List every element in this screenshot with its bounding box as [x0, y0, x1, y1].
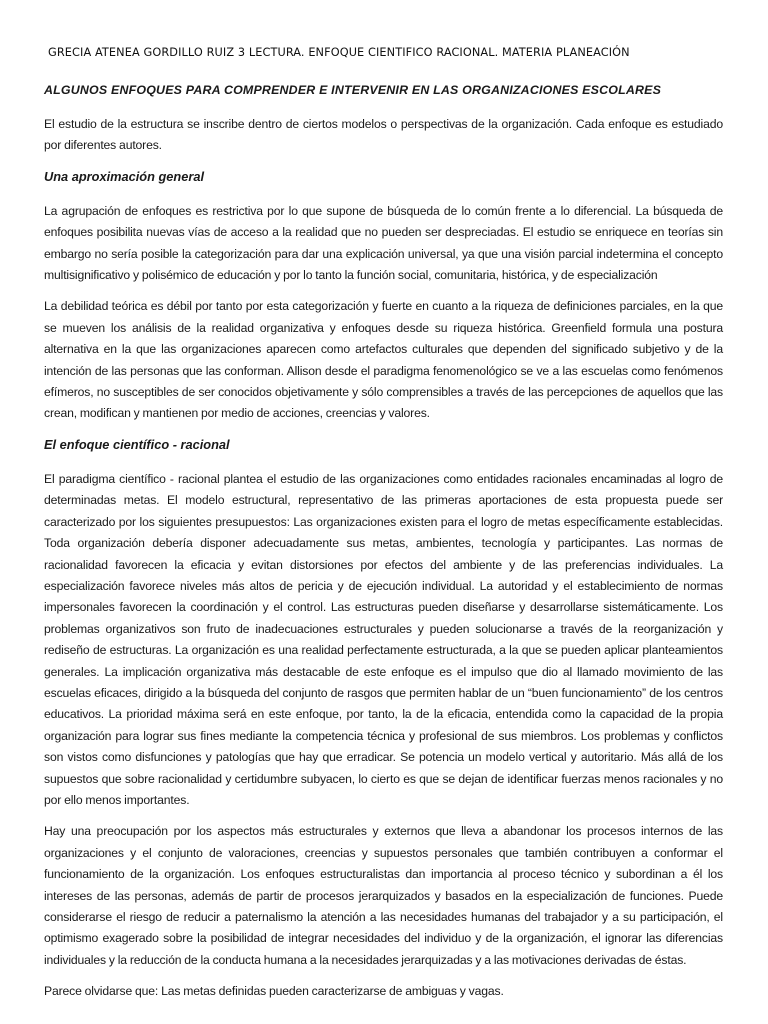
paragraph: Parece olvidarse que: Las metas definidas pueden caracterizarse de ambiguas y vagas.	[44, 984, 504, 999]
intro-paragraph: El estudio de la estructura se inscribe dentro de ciertos modelos o perspectivas de la organización. Cada enfoque es estudiado por diferentes autores.	[44, 117, 723, 153]
section-heading-scientific: El enfoque científico - racional	[44, 436, 230, 452]
paragraph: Hay una preocupación por los aspectos más estructurales y externos que lleva a abandonar los procesos internos de las organizaciones y el conjunto de valoraciones, creencias y supuestos personales que también contribuyen a conformar el funcionamiento de la organización. Los enfoques estructuralistas dan importancia al proceso técnico y subordinan a él los intereses de las personas, además de partir de procesos jerarquizados y basados en la especialización de funciones. Puede considerarse el riesgo de reducir a paternalismo la atención a las necesidades humanas del trabajador y a su participación, el optimismo exagerado sobre la posibilidad de integrar necesidades del individuo y de la organización, el ignorar las diferencias individuales y la reducción de la conducta humana a la necesidades jerarquizadas y a las motivaciones derivadas de éstas.	[44, 824, 723, 967]
document-body	[44, 80, 723, 1013]
paragraph: El paradigma científico - racional plantea el estudio de las organizaciones como entidades racionales encaminadas al logro de determinadas metas. El modelo estructural, representativo de las primeras aportaciones de esta propuesta puede ser caracterizado por los siguientes presupuestos: Las organizaciones existen para el logro de metas específicamente establecidas. Toda organización debería disponer adecuadamente sus metas, ambientes, tecnología y participantes. Las normas de racionalidad favorecen la eficacia y evitan distorsiones por efectos del ambiente y de las preferencias individuales. La especialización favorece niveles más altos de pericia y de ejecución individual. La autoridad y el establecimiento de normas impersonales favorecen la coordinación y el control. Las estructuras pueden diseñarse y desarrollarse sistemáticamente. Los problemas organizativos son fruto de inadecuaciones estructurales y pueden solucionarse a través de la reorganización y rediseño de estructuras. La organización es una realidad perfectamente estructurada, a la que se pueden aplicar planteamientos generales. La implicación organizativa más destacable de este enfoque es el impulso que dio al llamado movimiento de las escuelas eficaces, dirigido a la búsqueda del conjunto de rasgos que permiten hablar de un “buen funcionamiento” de los centros educativos. La prioridad máxima será en este enfoque, por tanto, la de la eficacia, entendida como la capacidad de la propia organización para lograr sus fines mediante la competencia técnica y profesional de sus miembros. Los problemas y conflictos son vistos como disfunciones y patologías que hay que erradicar. Se potencia un modelo vertical y autoritario. Más allá de los supuestos que sobre racionalidad y certidumbre subyacen, lo cierto es que se dejan de identificar fuerzas menos racionales y no por ello menos importantes.	[44, 471, 723, 807]
paragraph: La agrupación de enfoques es restrictiva por lo que supone de búsqueda de lo común frente a lo diferencial. La búsqueda de enfoques posibilita nuevas vías de acceso a la realidad que no pueden ser despreciadas. El estudio se enriquece en teorías sin embargo no sería posible la categorización para dar una explicación universal, ya que una visión parcial indetermina el concepto multisignificativo y polisémico de educación y por lo tanto la función social, comunitaria, histórica, y de especialización	[44, 203, 723, 283]
paragraph: La debilidad teórica es débil por tanto por esta categorización y fuerte en cuanto a la riqueza de definiciones parciales, en la que se mueven los análisis de la realidad organizativa y enfoques desde su riqueza histórica. Greenfield formula una postura alternativa en la que las organizaciones aparecen como artefactos culturales que dependen del significado subjetivo y de la intención de las personas que las conforman. Allison desde el paradigma fenomenológico se ve a las escuelas como fenómenos efímeros, no susceptibles de ser conocidos objetivamente y sólo comprensibles a través de las percepciones de aquellos que las crean, modifican y mantienen por medio de acciones, creencias y valores.	[44, 299, 723, 421]
section-heading-general: Una aproximación general	[44, 168, 205, 184]
document-header: GRECIA ATENEA GORDILLO RUIZ 3 LECTURA. ENFOQUE CIENTIFICO RACIONAL. MATERIA PLANEACIÓN	[48, 46, 630, 59]
document-title: ALGUNOS ENFOQUES PARA COMPRENDER E INTERVENIR EN LAS ORGANIZACIONES ESCOLARES	[44, 83, 662, 97]
